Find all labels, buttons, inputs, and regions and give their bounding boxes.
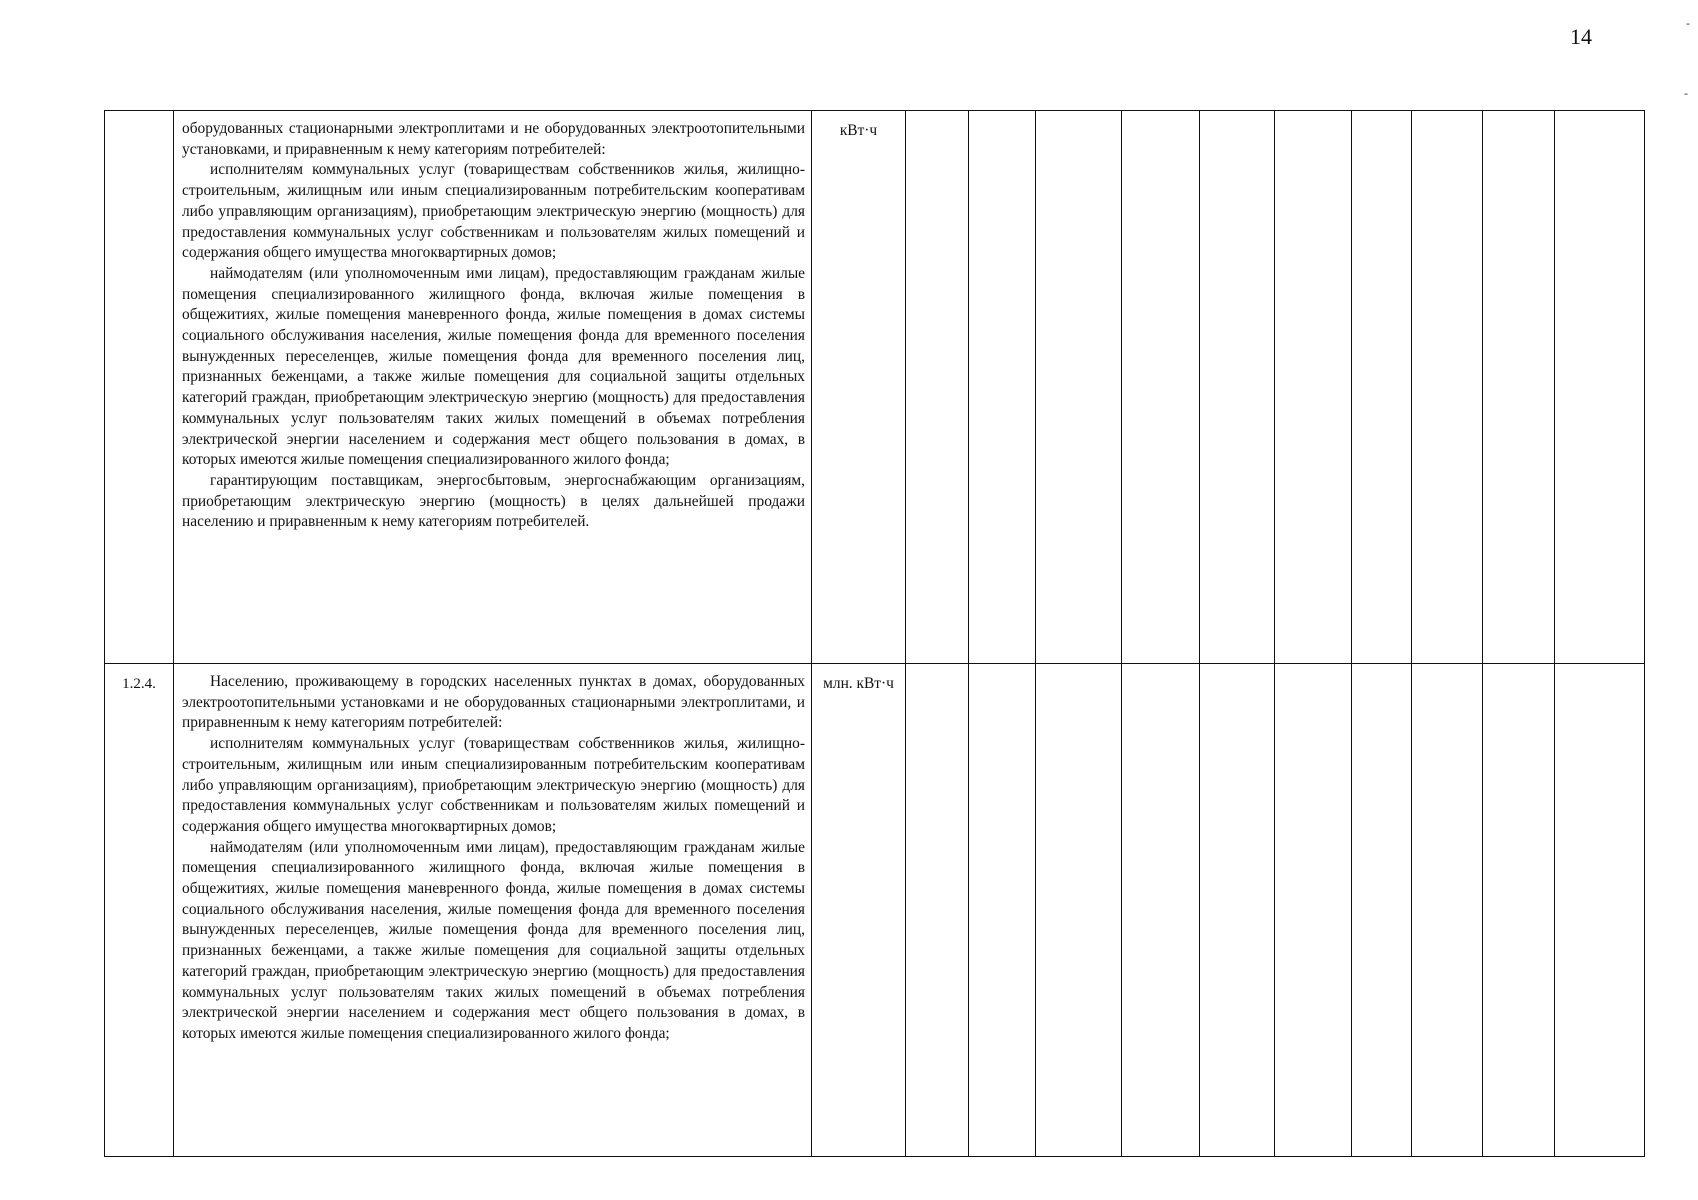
empty-cell [1352,111,1412,664]
row-unit: кВт·ч [812,111,906,664]
empty-cell [1555,111,1645,664]
paragraph: исполнителям коммунальных услуг (товариществам собственников жилья, жилищно-строительным, жилищным или иным специализированным потребительским кооперативам либо управляющим организациям), приобретающим электрическую энергию (мощность) для предоставления коммунальных услуг собственникам и пользователям жилых помещений и содержания общего имущества многоквартирных домов; [182,161,805,262]
empty-cell [1200,664,1275,1157]
empty-cell [1483,111,1555,664]
paragraph: оборудованных стационарными электроплитами и не оборудованных электроотопительными установками, и приравненным к нему категориям потребителей: [182,120,805,158]
empty-cell [1412,664,1483,1157]
paragraph: исполнителям коммунальных услуг (товариществам собственников жилья, жилищно-строительным, жилищным или иным специализированным потребительским кооперативам либо управляющим организациям), приобретающим электрическую энергию (мощность) для предоставления коммунальных услуг собственникам и пользователям жилых помещений и содержания общего имущества многоквартирных домов; [182,735,805,835]
empty-cell [906,111,969,664]
paragraph: гарантирующим поставщикам, энергосбытовым, энергоснабжающим организациям, приобретающим электрическую энергию (мощность) в целях дальнейшей продажи населению и приравненным к нему категориям потребителей. [182,471,805,531]
row-number: 1.2.4. [105,664,174,1157]
empty-cell [1352,664,1412,1157]
empty-cell [1275,111,1352,664]
empty-cell [1275,664,1352,1157]
row-description [174,664,812,1157]
empty-cell [969,664,1036,1157]
row-unit: млн. кВт·ч [812,664,906,1157]
empty-cell [1483,664,1555,1157]
row-number [105,111,174,664]
paragraph: наймодателям (или уполномоченным ими лицам), предоставляющим гражданам жилые помещения специализированного жилищного фонда, включая жилые помещения в общежитиях, жилые помещения маневренного фонда, жилые помещения в домах системы социального обслуживания населения, жилые помещения фонда для временного поселения вынужденных переселенцев, жилые помещения фонда для временного поселения лиц, признанных беженцами, а также жилые помещения для социальной защиты отдельных категорий граждан, приобретающим электрическую энергию (мощность) для предоставления коммунальных услуг пользователям таких жилых помещений в объемах потребления электрической энергии населением и содержания мест общего пользования в домах, в которых имеются жилые помещения специализированного жилого фонда; [182,264,805,469]
empty-cell [969,111,1036,664]
scan-mark: - [1684,86,1688,100]
empty-cell [1036,111,1122,664]
empty-cell [906,664,969,1157]
empty-cell [1412,111,1483,664]
page-number: 14 [1570,24,1592,49]
empty-cell [1555,664,1645,1157]
empty-cell [1036,664,1122,1157]
scan-mark: - [1686,16,1690,30]
empty-cell [1200,111,1275,664]
empty-cell [1122,111,1200,664]
paragraph: Населению, проживающему в городских населенных пунктах в домах, оборудованных электроотопительными установками и не оборудованных стационарными электроплитами, и приравненным к нему категориям потребителей: [182,673,805,732]
table-row [105,111,1645,664]
paragraph: наймодателям (или уполномоченным ими лицам), предоставляющим гражданам жилые помещения специализированного жилищного фонда, включая жилые помещения в общежитиях, жилые помещения маневренного фонда, жилые помещения в домах системы социального обслуживания населения, жилые помещения фонда для временного поселения вынужденных переселенцев, жилые помещения фонда для временного поселения лиц, признанных беженцами, а также жилые помещения для социальной защиты отдельных категорий граждан, приобретающим электрическую энергию (мощность) для предоставления коммунальных услуг пользователям таких жилых помещений в объемах потребления электрической энергии населением и содержания мест общего пользования в домах, в которых имеются жилые помещения специализированного жилого фонда; [182,838,805,1042]
row-description [174,111,812,664]
table-row [105,664,1645,1157]
empty-cell [1122,664,1200,1157]
tariff-table [104,110,1645,1157]
